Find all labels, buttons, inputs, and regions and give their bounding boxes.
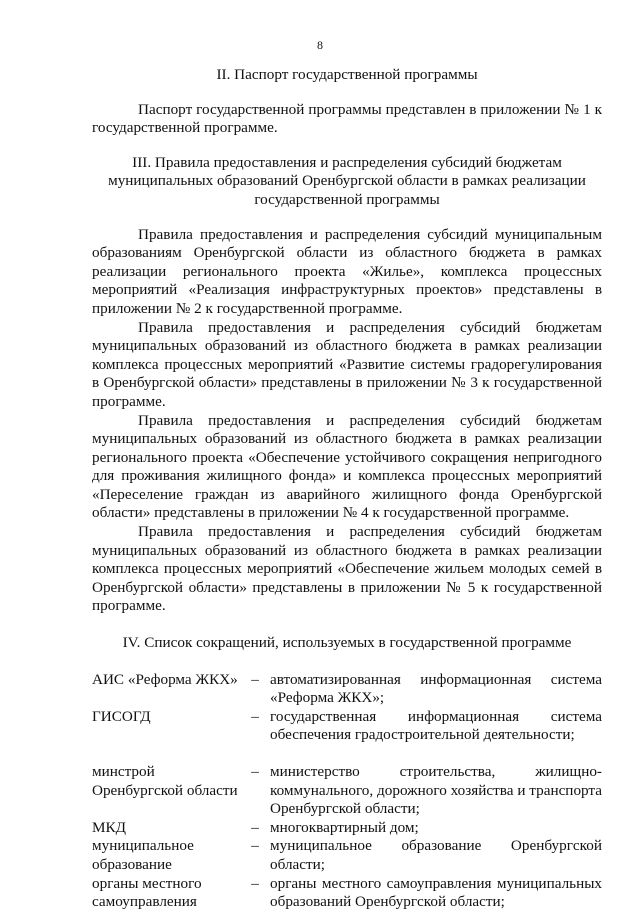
section-4-title: IV. Список сокращений, используемых в государственной программе [122,634,572,652]
abbreviation-term: МКД [92,818,126,836]
table-row [92,708,602,745]
page-content [92,66,602,912]
abbreviation-definition: министерство строительства, жилищно-коммунального, дорожного хозяйства и транспорта Оренбургской области; [270,763,602,818]
table-row [92,671,602,708]
section-3-title-line: муниципальных образований Оренбургской области в рамках реализации [108,172,586,190]
abbreviation-dash: – [251,874,259,892]
table-row [92,819,602,838]
section-2-text: Паспорт государственной программы представлен в приложении № 1 к государственной программе. [92,100,602,137]
section-3-title-line: III. Правила предоставления и распределения субсидий бюджетам [132,153,562,171]
abbreviation-dash: – [251,670,259,688]
abbreviation-dash: – [251,818,259,836]
abbreviation-definition: государственная информационная система обеспечения градостроительной деятельности; [270,707,602,744]
section-3-title [92,154,602,210]
abbreviation-definition: органы местного самоуправления муниципальных образований Оренбургской области; [270,874,602,911]
abbreviation-term: АИС «Реформа ЖКХ» [92,670,238,688]
abbreviation-dash: – [251,763,259,780]
section-3-paragraph: Правила предоставления и распределения субсидий бюджетам муниципальных образований из областного бюджета в рамках реализации регионального проекта «Обеспечение устойчивого сокращения непригодного для проживания жилищного фонда» и комплекса процессных мероприятий «Переселение граждан из аварийного жилищного фонда Оренбургской области» представлены в приложении № 4 к государственной программе. [92,411,602,522]
table-row [92,763,602,819]
abbreviation-definition: муниципальное образование Оренбургской области; [270,837,602,873]
abbreviation-term: ГИСОГД [92,707,151,725]
abbreviation-term: минстрой Оренбургской области [92,763,238,799]
section-2-title: II. Паспорт государственной программы [216,66,478,83]
page-number: 8 [317,38,323,52]
abbreviation-term: муниципальное образование [92,837,194,873]
abbreviation-dash: – [251,837,259,855]
section-3-title-line: государственной программы [254,190,440,208]
section-3-paragraph: Правила предоставления и распределения субсидий бюджетам муниципальных образований из областного бюджета в рамках реализации комплекса процессных мероприятий «Развитие системы градорегулирования в Оренбургской области» представлены в приложении № 3 к государственной программе. [92,318,602,410]
table-row [92,875,602,912]
section-3-paragraph: Правила предоставления и распределения субсидий муниципальным образованиям Оренбургской области из областного бюджета в рамках реализации регионального проекта «Жилье», комплекса процессных мероприятий «Реализация инфраструктурных проектов» представлены в приложении № 2 к государственной программе. [92,225,602,317]
abbreviation-dash: – [251,707,259,725]
table-row [92,837,602,874]
abbreviations-table [92,671,602,912]
abbreviation-term: органы местного самоуправления [92,874,202,911]
abbreviation-definition: автоматизированная информационная система «Реформа ЖКХ»; [270,670,602,707]
section-3-paragraph: Правила предоставления и распределения субсидий бюджетам муниципальных образований из областного бюджета в рамках реализации комплекса процессных мероприятий «Обеспечение жильем молодых семей в Оренбургской области» представлены в приложении № 5 к государственной программе. [92,523,602,615]
abbreviation-definition: многоквартирный дом; [270,818,419,836]
